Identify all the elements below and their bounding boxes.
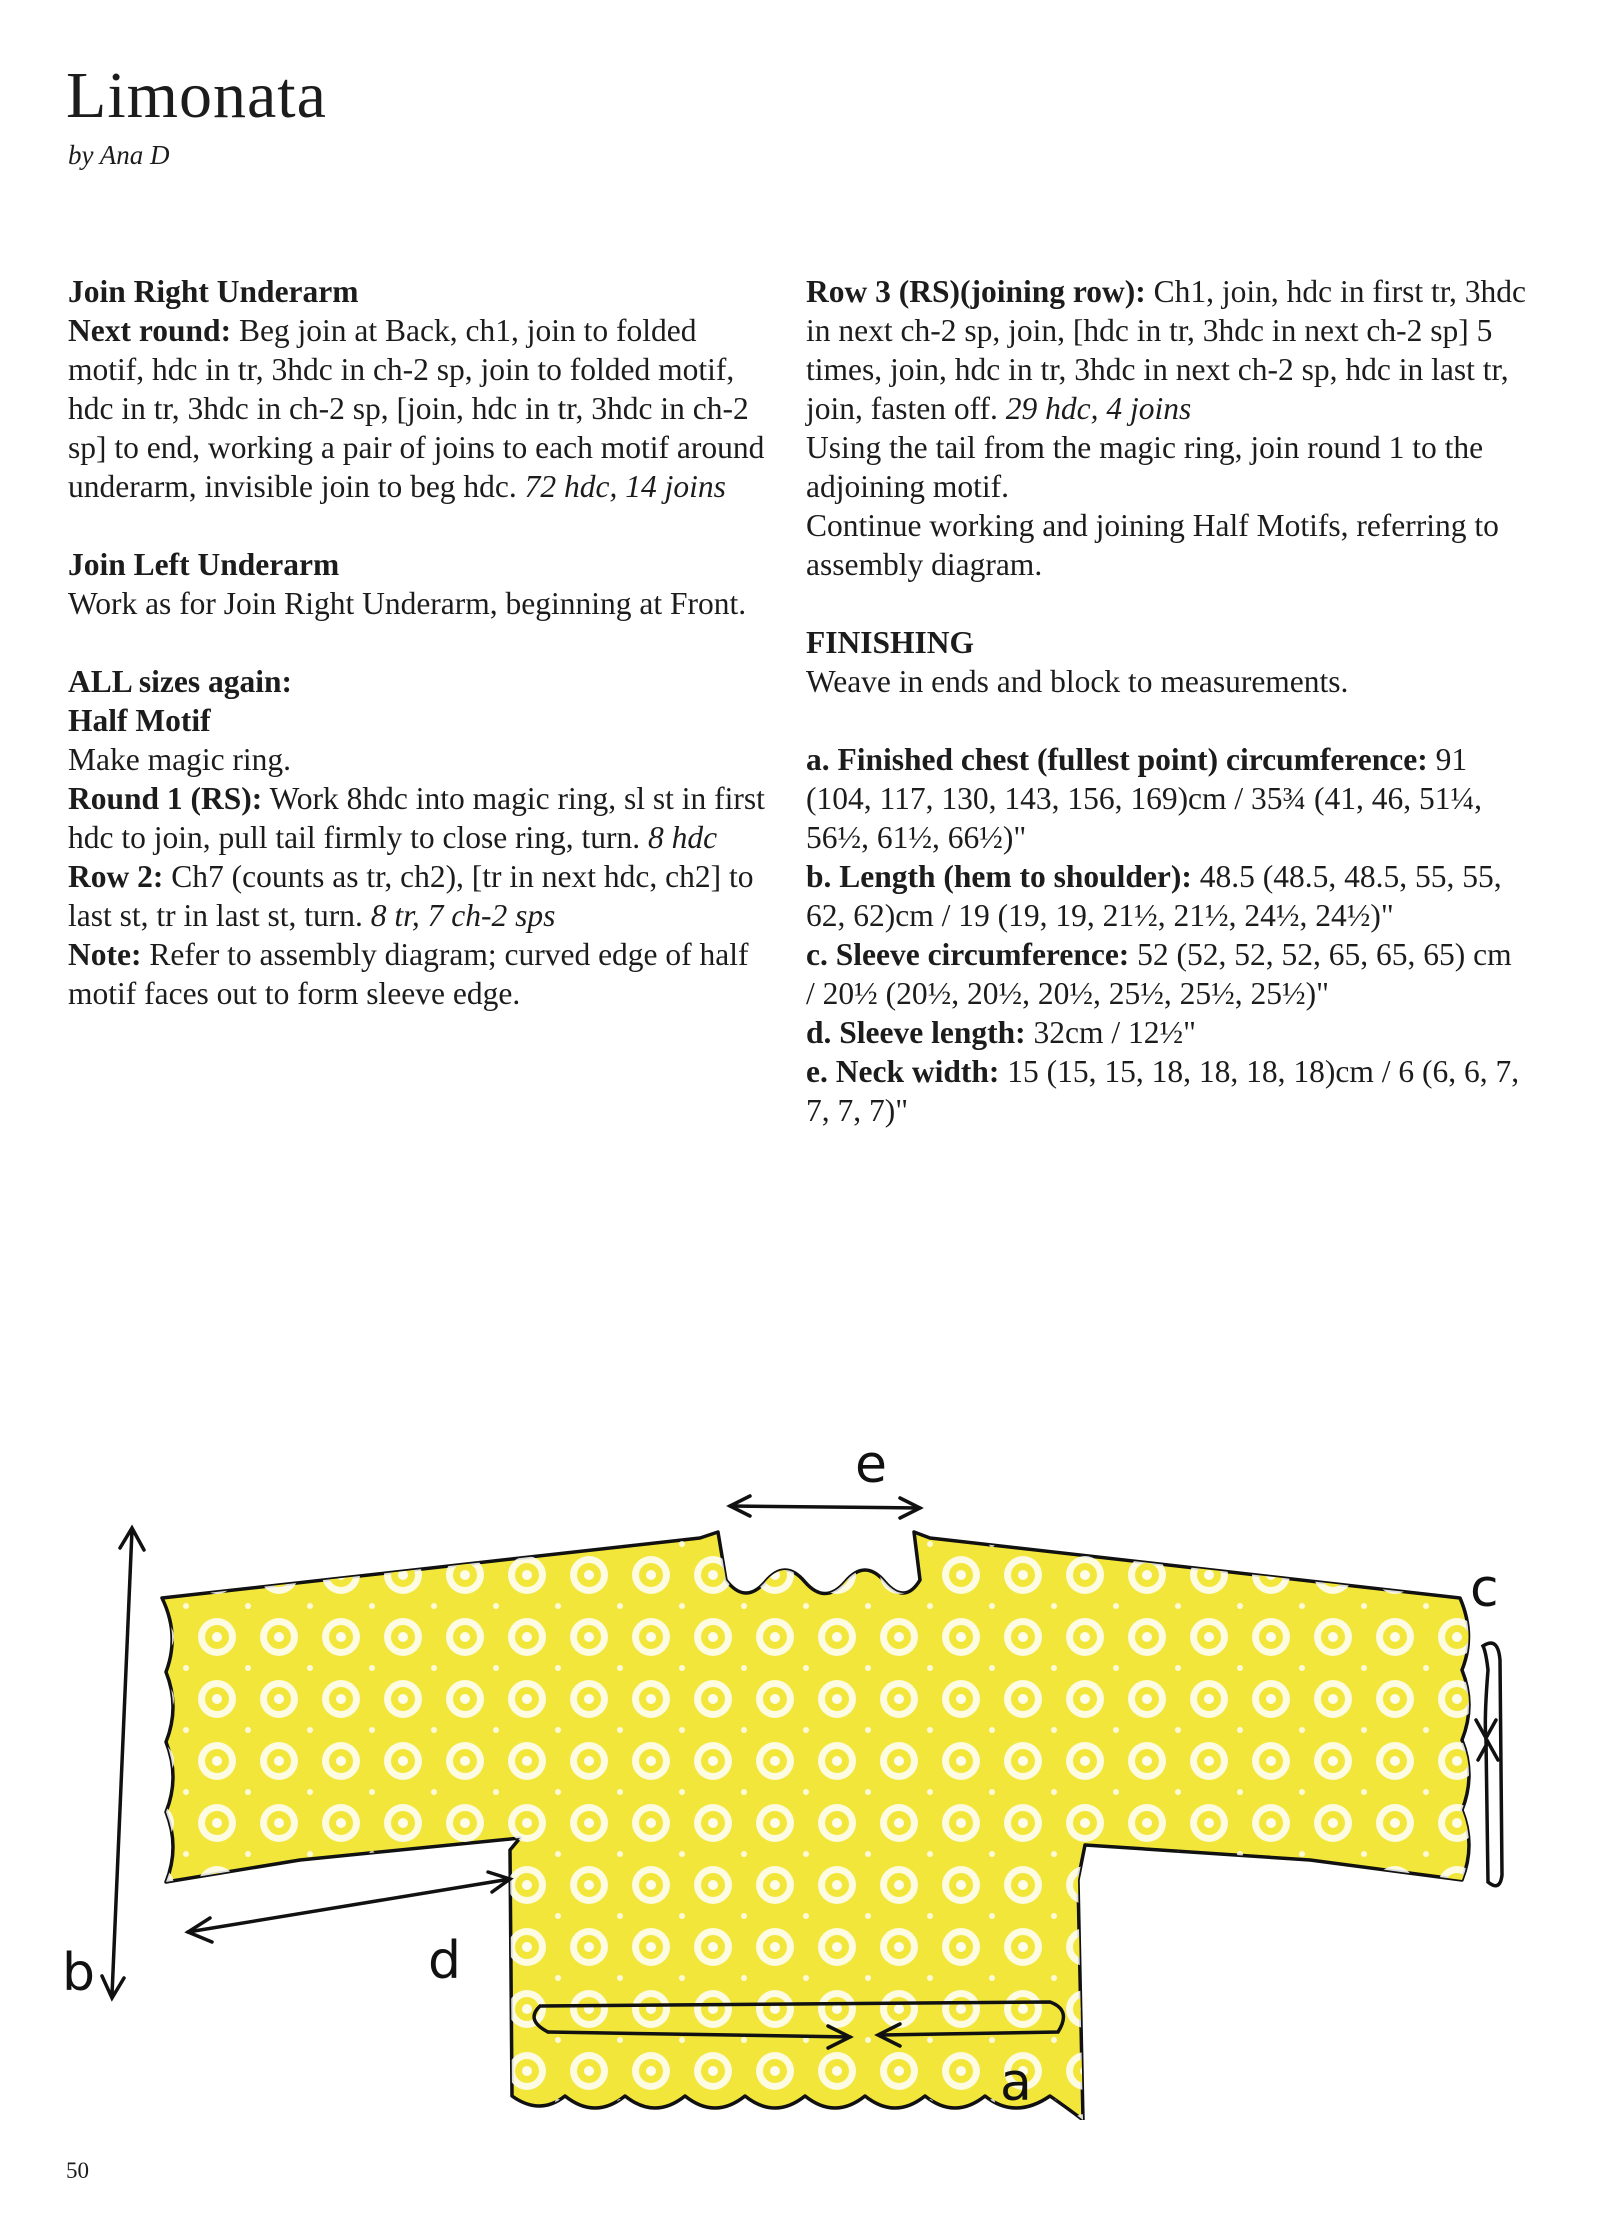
join-left-text: Work as for Join Right Underarm, beginning at Front.	[68, 586, 747, 621]
row3-count: 29 hdc, 4 joins	[1005, 391, 1192, 426]
join-left-section	[68, 545, 768, 623]
continue-text: Continue working and joining Half Motifs, referring to assembly diagram.	[806, 508, 1499, 582]
join-left-heading: Join Left Underarm	[68, 547, 340, 582]
label-a: a	[1000, 2053, 1032, 2113]
measurement-d-text: 32cm / 12½"	[1025, 1015, 1196, 1050]
note-label: Note:	[68, 937, 142, 972]
round1-label: Round 1 (RS):	[68, 781, 263, 816]
measurement-c	[806, 935, 1526, 1013]
note-line	[68, 935, 768, 1013]
measurement-d-label: d. Sleeve length:	[806, 1015, 1026, 1050]
round1-text: Work 8hdc into magic ring, sl st in first hdc to join, pull tail firmly to close ring, turn.	[68, 781, 765, 855]
measurements-section	[806, 740, 1526, 1130]
measurement-c-text: 52 (52, 52, 52, 65, 65, 65) cm / 20½ (20½, 20½, 20½, 25½, 25½, 25½)"	[806, 937, 1512, 1011]
finishing-text: Weave in ends and block to measurements.	[806, 664, 1349, 699]
measurement-a-text: 91 (104, 117, 130, 143, 156, 169)cm / 35¾ (41, 46, 51¼, 56½, 61½, 66½)"	[806, 742, 1483, 855]
label-e: e	[855, 1435, 887, 1495]
round1-count: 8 hdc	[648, 820, 718, 855]
row2-label: Row 2:	[68, 859, 164, 894]
next-round-label: Next round:	[68, 313, 232, 348]
note-text: Refer to assembly diagram; curved edge of half motif faces out to form sleeve edge.	[68, 937, 749, 1011]
page-number: 50	[66, 2158, 89, 2183]
next-round-text: Beg join at Back, ch1, join to folded motif, hdc in tr, 3hdc in ch-2 sp, join to folded motif, hdc in tr, 3hdc in ch-2 sp, [join, hdc in tr, 3hdc in ch-2 sp] to end, working a pair of joins to each motif around underarm, invisible join to beg hdc.	[68, 313, 765, 504]
finishing-section	[806, 623, 1526, 701]
measurement-a-label: a. Finished chest (fullest point) circumference:	[806, 742, 1428, 777]
schematic-diagram	[0, 1420, 1600, 2120]
right-column	[806, 272, 1526, 1169]
row2-text: Ch7 (counts as tr, ch2), [tr in next hdc, ch2] to last st, tr in last st, turn.	[68, 859, 754, 933]
sleeve-length-arrow	[188, 1872, 510, 1942]
measurement-e-text: 15 (15, 15, 18, 18, 18, 18)cm / 6 (6, 6, 7, 7, 7, 7)"	[806, 1054, 1520, 1128]
half-motif-section	[68, 662, 768, 1013]
half-motif-heading: Half Motif	[68, 703, 211, 738]
sleeve-circumference-arrow	[1476, 1643, 1502, 1886]
join-right-heading: Join Right Underarm	[68, 274, 359, 309]
round1-line	[68, 779, 768, 857]
garment-shape	[162, 1532, 1469, 2120]
measurement-b-text: 48.5 (48.5, 48.5, 55, 55, 62, 62)cm / 19 (19, 19, 21½, 21½, 24½, 24½)"	[806, 859, 1502, 933]
measurement-b-label: b. Length (hem to shoulder):	[806, 859, 1192, 894]
page-title: Limonata	[66, 59, 327, 132]
row2-count: 8 tr, 7 ch-2 sps	[370, 898, 556, 933]
tail-text: Using the tail from the magic ring, join round 1 to the adjoining motif.	[806, 430, 1484, 504]
measurement-a	[806, 740, 1526, 857]
schematic-svg	[0, 1420, 1600, 2120]
join-right-section	[68, 272, 768, 506]
measurement-b	[806, 857, 1526, 935]
make-ring-text: Make magic ring.	[68, 742, 292, 777]
author-byline: by Ana D	[68, 140, 170, 170]
neck-width-arrow	[730, 1496, 920, 1518]
all-sizes-heading: ALL sizes again:	[68, 664, 293, 699]
label-b: b	[62, 1943, 96, 2003]
label-d: d	[428, 1931, 462, 1991]
row3-section	[806, 272, 1526, 584]
finishing-heading: FINISHING	[806, 625, 975, 660]
length-arrow	[102, 1528, 144, 1998]
measurement-c-label: c. Sleeve circumference:	[806, 937, 1130, 972]
measurement-e-label: e. Neck width:	[806, 1054, 1000, 1089]
row3-line	[806, 272, 1526, 428]
row3-text: Ch1, join, hdc in first tr, 3hdc in next ch-2 sp, join, [hdc in tr, 3hdc in next ch-2 sp] 5 times, join, hdc in tr, 3hdc in next ch-2 sp, hdc in last tr, join, fasten off.	[806, 274, 1526, 426]
label-c: c	[1470, 1559, 1499, 1619]
row2-line	[68, 857, 768, 935]
left-column	[68, 272, 768, 1052]
measurement-e	[806, 1052, 1526, 1130]
measurement-d	[806, 1013, 1526, 1052]
next-round-count: 72 hdc, 14 joins	[524, 469, 726, 504]
row3-label: Row 3 (RS)(joining row):	[806, 274, 1146, 309]
